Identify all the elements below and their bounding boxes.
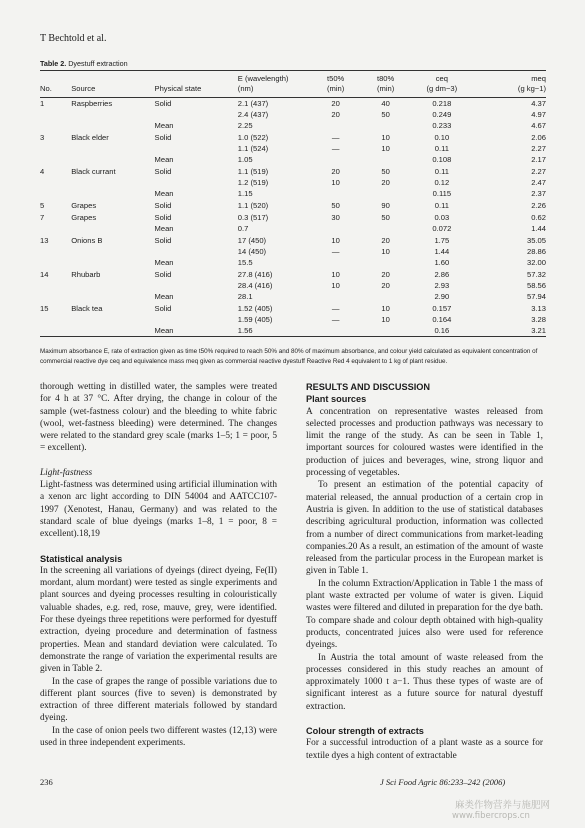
table-cell: Solid [154, 133, 172, 142]
table-cell: 90 [381, 201, 390, 210]
table-cell: 20 [331, 99, 340, 108]
table-cell: 0.12 [434, 178, 450, 187]
table-cell [155, 143, 238, 154]
table-cell: 2.90 [434, 292, 450, 301]
table-cell: 35.05 [526, 236, 546, 245]
table-cell: Mean [154, 189, 174, 198]
table-cell: 28.1 [237, 292, 253, 301]
table-cell [311, 154, 361, 165]
table-cell: 4.67 [531, 121, 546, 130]
table-row [40, 302, 546, 314]
table-cell: 14 [40, 270, 49, 279]
table-body [40, 98, 546, 337]
table-cell: 1.75 [434, 236, 450, 245]
table-cell [71, 291, 154, 302]
table-row [40, 154, 546, 165]
table-cell [311, 120, 361, 131]
header-ceq: ceq (g dm−3) [426, 74, 458, 93]
table-cell: Rhubarb [71, 270, 101, 279]
table-cell: 2.26 [531, 201, 546, 210]
table-row [40, 165, 546, 177]
table-row [40, 109, 546, 120]
table-cell: 1.52 (405) [237, 304, 273, 313]
table-cell: 1.1 (524) [237, 144, 269, 153]
table-cell: 1.0 (522) [237, 133, 269, 142]
table-cell [71, 154, 154, 165]
table-cell: 1.56 [237, 326, 253, 335]
table-cell: Raspberries [71, 99, 113, 108]
table-cell: 2.47 [531, 178, 546, 187]
heading-plant-sources: Plant sources [306, 394, 367, 405]
table-cell: 10 [381, 315, 390, 324]
table-cell: 0.115 [432, 189, 452, 198]
table-cell [71, 223, 154, 234]
heading-statistical-analysis: Statistical analysis [40, 553, 123, 564]
table-cell: Mean [154, 292, 174, 301]
table-cell: Mean [154, 224, 174, 233]
left-column [40, 381, 277, 749]
header-e-wavelength: E (wavelength) (nm) [237, 74, 289, 93]
table-cell: 0.16 [434, 326, 450, 335]
table-cell: 3.21 [531, 326, 546, 335]
table-cell: 20 [381, 270, 390, 279]
table-cell: 0.62 [531, 213, 546, 222]
table-cell: 4.37 [531, 99, 546, 108]
right-paragraph-2: To present an estimation of the potential capacity of material released, the annual production of a certain crop in Austria is given. In addition to the use of statistical databases describing agricultural production, information was collected from a number of direct communications from market-leading companies.20 As a result, an estimation of the amount of waste released from the particular process in the European market is given in Table 1. [306, 480, 543, 577]
table-cell [311, 188, 361, 199]
table-cell: 20 [381, 236, 390, 245]
table-row [40, 188, 546, 199]
table-cell: 10 [331, 236, 340, 245]
table-cell: 17 (450) [237, 236, 267, 245]
table-cell [361, 223, 411, 234]
table-cell: Black elder [71, 133, 109, 142]
left-paragraph-2: Light-fastness was determined using artificial illumination with a xenon arc light according to DIN 54004 and AATCC107-1997 (Xenotest, Hanau, Germany) and was related to the standard scale of blue dyeings (marks 1–8, 1 = poor, 8 = excellent).18,19 [40, 480, 277, 540]
table-row [40, 131, 546, 143]
table-cell: 1.2 (519) [237, 178, 269, 187]
table-cell [361, 291, 411, 302]
table-cell: — [331, 133, 340, 142]
table-cell [40, 257, 71, 268]
left-paragraph-5: In the case of onion peels two different wastes (12,13) were used in three independent experiments. [40, 725, 277, 749]
table-cell [361, 120, 411, 131]
table-row [40, 211, 546, 223]
table-cell [40, 223, 71, 234]
table-cell: 1.15 [237, 189, 253, 198]
table-cell: 57.32 [526, 270, 546, 279]
table-cell: 10 [331, 270, 340, 279]
table-cell: — [331, 247, 340, 256]
table-cell [71, 314, 154, 325]
table-cell: 10 [331, 281, 340, 290]
table-cell: 10 [381, 304, 390, 313]
table-footnote: Maximum absorbance E, rate of extraction given as time t50% required to reach 50% and 80% of maximum absorbance, and colour yield calculated as equivalent concentration of commercial reactive dye ceq and equivalence mass meq given as commercial reactive dyestuff Reactive Red 4 equivalent to 1 kg of plant residue. [40, 348, 538, 365]
table-cell [71, 257, 154, 268]
table-cell: 20 [381, 281, 390, 290]
page-number: 236 [40, 777, 53, 787]
table-cell: 50 [381, 213, 390, 222]
table-cell [361, 154, 411, 165]
table-cell: Black tea [71, 304, 103, 313]
table-cell: Solid [154, 304, 172, 313]
table-cell: 0.10 [434, 133, 450, 142]
table-cell: 0.3 (517) [237, 213, 269, 222]
left-paragraph-3: In the screening all variations of dyeings (direct dyeing, Fe(II) mordant, alum mordant) were tested as single experiments and plant sources and dyeing processes resulting in colouristically valuable shades, e.g. red, rose, mauve, grey, were identified. For these dyeings three repetitions were performed for dyestuff extraction, dyeing procedure and determination of fastness properties. Mean and standard deviation were calculated. To demonstrate the range of variation the experimental results are given in Table 2. [40, 565, 277, 675]
table-cell [155, 280, 238, 291]
table-cell: 0.072 [432, 224, 452, 233]
table-cell [40, 154, 71, 165]
table-cell [40, 143, 71, 154]
table-cell: Solid [154, 236, 172, 245]
table-cell: 0.164 [432, 315, 452, 324]
table-cell: Mean [154, 258, 174, 267]
table-cell: 2.27 [531, 144, 546, 153]
table-cell: — [331, 315, 340, 324]
table-cell: 30 [331, 213, 340, 222]
table-cell [155, 177, 238, 188]
table-caption [40, 59, 128, 68]
table-cell: 4 [40, 167, 45, 176]
running-head: T Bechtold et al. [40, 33, 107, 44]
table-cell: 2.1 (437) [237, 99, 269, 108]
table-cell: 15.5 [237, 258, 253, 267]
table-cell: 2.17 [531, 155, 546, 164]
table-cell: 0.11 [434, 201, 449, 210]
table-cell: 10 [381, 144, 390, 153]
table-caption-text: Dyestuff extraction [68, 59, 128, 68]
table-cell: 10 [331, 178, 340, 187]
table-cell [40, 246, 71, 257]
table-cell: 5 [40, 201, 45, 210]
header-physical-state: Physical state [154, 84, 202, 93]
table-cell: 0.11 [434, 144, 449, 153]
table-row [40, 325, 546, 337]
table-cell: 40 [381, 99, 390, 108]
table-cell: 3.13 [531, 304, 546, 313]
table-cell: 2.4 (437) [237, 110, 269, 119]
table-cell: 1.60 [434, 258, 450, 267]
table-cell: 28.4 (416) [237, 281, 273, 290]
table-cell: 20 [331, 167, 340, 176]
table-cell [71, 188, 154, 199]
table-cell [71, 246, 154, 257]
table-cell: 0.157 [432, 304, 452, 313]
table-cell: 1 [40, 99, 45, 108]
table-cell: Mean [154, 155, 174, 164]
table-cell: Grapes [71, 213, 97, 222]
table-cell: 4.97 [531, 110, 546, 119]
table-cell: Solid [154, 99, 172, 108]
table-cell: 20 [381, 178, 390, 187]
heading-light-fastness: Light-fastness [40, 467, 93, 478]
table-cell: 15 [40, 304, 49, 313]
table-row [40, 98, 546, 110]
table-cell: 27.8 (416) [237, 270, 273, 279]
table-header-row [40, 71, 546, 98]
table-cell: Solid [154, 201, 172, 210]
table-cell: 3 [40, 133, 45, 142]
table-cell [40, 291, 71, 302]
table-cell: 50 [331, 201, 340, 210]
table-cell [311, 325, 361, 337]
header-t80: t80% (min) [376, 74, 395, 93]
heading-colour-strength: Colour strength of extracts [306, 726, 424, 737]
table-cell: 2.86 [434, 270, 450, 279]
table-cell: Onions B [71, 236, 103, 245]
table-row [40, 268, 546, 280]
table-cell: 0.11 [434, 167, 449, 176]
table-cell: Solid [154, 270, 172, 279]
table-cell [361, 325, 411, 337]
table-cell [40, 280, 71, 291]
table-cell: Solid [154, 213, 172, 222]
table-cell: 1.1 (520) [237, 201, 269, 210]
table-cell [155, 246, 238, 257]
table-cell: 32.00 [526, 258, 546, 267]
table-caption-label: Table 2. [40, 59, 67, 68]
table-cell: 2.27 [531, 167, 546, 176]
table-cell [155, 109, 238, 120]
table-cell: Grapes [71, 201, 97, 210]
table-cell: Mean [154, 121, 174, 130]
table-row [40, 314, 546, 325]
journal-citation: J Sci Food Agric 86:233–242 (2006) [380, 777, 506, 787]
table-cell: 0.249 [432, 110, 452, 119]
table-cell: Mean [154, 326, 174, 335]
header-meq: meq (g kg−1) [517, 74, 546, 93]
table-cell [361, 257, 411, 268]
table-cell: — [331, 144, 340, 153]
right-paragraph-4: In Austria the total amount of waste released from the processes considered in this study reaches an amount of approximately 1000 t a−1. Thus these types of waste are of significant interest as a future source for natural dyestuff extraction. [306, 652, 543, 712]
table-cell [40, 314, 71, 325]
table-cell: 2.06 [531, 133, 546, 142]
table-cell: 0.233 [432, 121, 452, 130]
table-cell [40, 109, 71, 120]
table-cell: Solid [154, 167, 172, 176]
table-cell [71, 280, 154, 291]
table-cell: 0.108 [432, 155, 452, 164]
table-cell: 1.1 (519) [237, 167, 269, 176]
table-row [40, 143, 546, 154]
table-cell: 14 (450) [237, 247, 267, 256]
table-row [40, 257, 546, 268]
watermark-url: www.fibercrops.cn [452, 811, 530, 821]
table-cell: — [331, 304, 340, 313]
table-cell [40, 188, 71, 199]
table-cell: 1.44 [434, 247, 450, 256]
table-cell [40, 325, 71, 337]
table-cell: 20 [331, 110, 340, 119]
table-cell: 1.59 (405) [237, 315, 273, 324]
table-cell [71, 325, 154, 337]
table-cell: Black currant [71, 167, 116, 176]
right-paragraph-5: For a successful introduction of a plant waste as a source for textile dyes a high content of extractable [306, 738, 543, 761]
table-cell [71, 177, 154, 188]
left-paragraph-4: In the case of grapes the range of possible variations due to different plant sources (five to seven) is demonstrated by extraction of three different materials followed by standard dyeing. [40, 676, 277, 724]
table-row [40, 291, 546, 302]
header-source: Source [71, 84, 96, 93]
table-row [40, 280, 546, 291]
header-t50: t50% (min) [327, 74, 345, 93]
table-cell [40, 177, 71, 188]
table-cell: 28.86 [526, 247, 546, 256]
table-cell: 10 [381, 133, 390, 142]
table-cell: 1.05 [237, 155, 253, 164]
table-cell: 2.93 [434, 281, 450, 290]
table-cell [311, 291, 361, 302]
table-row [40, 120, 546, 131]
header-no: No. [40, 84, 52, 93]
right-paragraph-3: In the column Extraction/Application in Table 1 the mass of plant waste extracted per volume of water is given. Liquid wastes were filtered and diluted in preparation for the dye bath. To compare shade and colour depth obtained with high-quality products, concentrated juices also were used for reference dyeings. [306, 578, 543, 651]
table-cell: 58.56 [526, 281, 546, 290]
table-cell: 50 [381, 167, 390, 176]
table-cell: 1.44 [531, 224, 546, 233]
table-cell: 2.37 [531, 189, 546, 198]
table-cell [155, 314, 238, 325]
table-cell [71, 120, 154, 131]
table-cell: 3.28 [531, 315, 546, 324]
table-row [40, 246, 546, 257]
table-cell [361, 188, 411, 199]
heading-results-discussion: RESULTS AND DISCUSSION [306, 382, 431, 392]
table-row [40, 234, 546, 246]
table-cell: 7 [40, 213, 45, 222]
table-row [40, 199, 546, 211]
table-cell: 57.94 [526, 292, 546, 301]
table-row [40, 223, 546, 234]
table-cell: 0.03 [434, 213, 450, 222]
right-paragraph-1: A concentration on representative wastes released from selected processes and production pathways was necessary to limit the range of the study. As can be seen in Table 1, important sources for coloured wastes were identified in the production of juices and beverages, wine, strong liquor and processing of vegetables. [306, 406, 543, 479]
table-cell [40, 120, 71, 131]
table-row [40, 177, 546, 188]
right-column [306, 381, 543, 762]
table-cell: 10 [381, 247, 390, 256]
watermark-text: 麻类作物营养与施肥网 [455, 800, 551, 811]
table-cell: 13 [40, 236, 49, 245]
table-cell [71, 143, 154, 154]
table-cell: 0.7 [237, 224, 249, 233]
dyestuff-extraction-table [40, 70, 546, 337]
table-cell: 2.25 [237, 121, 253, 130]
left-paragraph-1: thorough wetting in distilled water, the samples were treated for 4 h at 37 °C. After drying, the change in colour of the sample (wet-fastness colour) and the bleeding to white fabric (wool, wet-fastness bleeding) were determined. The changes were related to the standard grey scale (marks 1–5; 1 = poor, 5 = excellent). [40, 382, 277, 454]
table-cell [71, 109, 154, 120]
table-cell [311, 257, 361, 268]
table-cell: 0.218 [432, 99, 452, 108]
table-cell [311, 223, 361, 234]
table-cell: 50 [381, 110, 390, 119]
